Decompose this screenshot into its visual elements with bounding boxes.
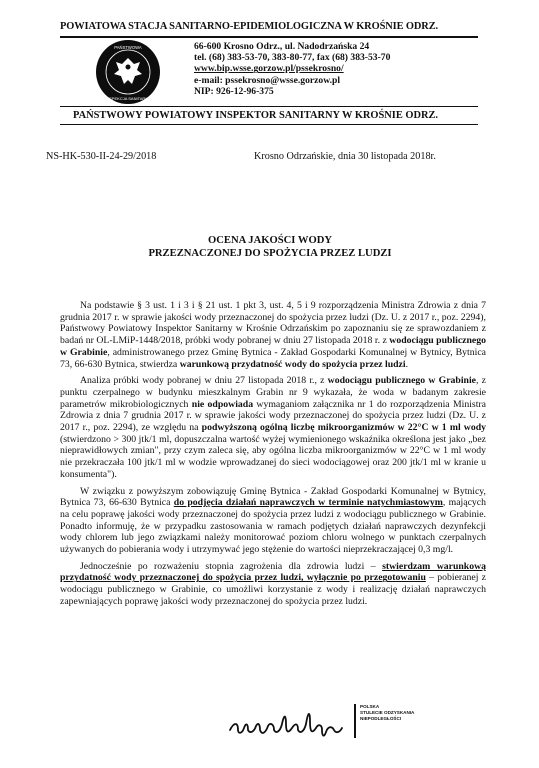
phone-fax-line: tel. (68) 383-53-70, 383-80-77, fax (68) 383-53-70 <box>194 52 391 64</box>
title-line-2: PRZEZNACZONEJ DO SPOŻYCIA PRZEZ LUDZI <box>148 248 392 259</box>
contact-block <box>194 41 454 97</box>
document-title <box>100 234 440 260</box>
inspector-name: PAŃSTWOWY POWIATOWY INSPEKTOR SANITARNY W KROŚNIE ODRZ. <box>73 110 438 121</box>
title-line-1: OCENA JAKOŚCI WODY <box>207 235 332 246</box>
paragraph-4: Jednocześnie po rozważeniu stopnia zagrożenia dla zdrowia ludzi – stwierdzam warunkową przydatność wody przeznaczonej do spożycia przez ludzi, wyłącznie po przegotowaniu – pobieranej z wodociągu publicznego w Grabinie, co umożliwi korzystanie z wody i realizację działań naprawczych zapewniających poprawę jakości wody przeznaczonej do spożycia przez ludzi. <box>60 560 487 607</box>
paragraph-2: Analiza próbki wody pobranej w dniu 27 listopada 2018 r., z wodociągu publicznego w Grabinie, z punktu czerpalnego w budynku mieszkalnym Grabin nr 9 wykazała, że woda w badanym zakresie parametrów mikrobiologicznych nie odpowiada wymaganiom załącznika nr 1 do rozporządzenia Ministra Zdrowia z dnia 7 grudnia 2017 r. w sprawie jakości wody przeznaczonej do spożycia przez ludzi (Dz. U. z 2017 r., poz. 2294), ze względu na podwyższoną ogólną liczbę mikroorganizmów w 22°C w 1 ml wody (stwierdzono > 300 jtk/1 ml, dopuszczalna wartość wyżej wymienionego wskaźnika określona jest jako „bez nieprawidłowych zmian", przy czym zaleca się, aby ogólna liczba mikroorganizmów w 22°C w 1 ml wody nie przekraczała 100 jtk/1 ml w wodzie wprowadzanej do sieci wodociągowej oraz 200 jtk/1 ml w kranie u konsumenta"). <box>60 375 487 480</box>
reference-number: NS-HK-530-II-24-29/2018 <box>46 151 157 162</box>
paragraph-1: Na podstawie § 3 ust. 1 i 3 i § 21 ust. 1 pkt 3, ust. 4, 5 i 9 rozporządzenia Ministra Zdrowia z dnia 7 grudnia 2017 r. w sprawie jakości wody przeznaczonej do spożycia przez ludzi (Dz. U. z 2017 r., poz. 2294), Państwowy Powiatowy Inspektor Sanitarny w Krośnie Odrzańskim po zapoznaniu się ze sprawozdaniem z badań nr OL-LMiP-1448/2018, próbki wody pobranej w dniu 27 listopada 2018 r. z wodociągu publicznego w Grabinie, administrowanego przez Gminę Bytnica - Zakład Gospodarki Komunalnej w Bytnicy, Bytnica 73, 66-630 Bytnica, stwierdza warunkową przydatność wody do spożycia przez ludzi. <box>60 300 487 370</box>
header-rule-top <box>60 36 478 38</box>
address-line: 66-600 Krosno Odrz., ul. Nadodrzańska 24 <box>194 41 370 52</box>
handwritten-signature <box>226 702 346 742</box>
institution-name: POWIATOWA STACJA SANITARNO-EPIDEMIOLOGICZNA W KROŚNIE ODRZ. <box>60 21 439 32</box>
independence-centenary-stamp: POLSKA STULECIE ODZYSKANIA NIEPODLEGŁOŚCI <box>354 704 440 738</box>
place-and-date: Krosno Odrzańskie, dnia 30 listopada 2018r. <box>254 151 436 162</box>
website-link[interactable]: www.bip.wsse.gorzow.pl/pssekrosno/ <box>194 63 344 75</box>
paragraph-3: W związku z powyższym zobowiązuję Gminę Bytnica - Zakład Gospodarki Komunalnej w Bytnicy, Bytnica 73, 66-630 Bytnica do podjęcia działań naprawczych w terminie natychmiastowym, mających na celu poprawę jakości wody przeznaczonej do spożycia przez ludzi z wodociągu publicznego w Grabinie. Ponadto informuję, że w przypadku zastosowania w ramach podjętych działań naprawczych dezynfekcji wody chlorem lub jego związkami należy monitorować poziom chloru wolnego w punktach czerpalnych używanych do pobierania wody i utrzymywać jego stężenie do wartości nieprzekraczającej 0,3 mg/l. <box>60 485 486 556</box>
email-line: e-mail: pssekrosno@wsse.gorzow.pl <box>194 74 340 86</box>
document-body <box>60 300 486 613</box>
nip-line: NIP: 926-12-96-375 <box>194 85 274 97</box>
header-rule-bottom <box>60 124 478 125</box>
svg-text:PAŃSTWOWA: PAŃSTWOWA <box>114 45 142 50</box>
svg-text:INSPEKCJA SANITARNA: INSPEKCJA SANITARNA <box>105 96 151 101</box>
eagle-emblem-icon <box>96 40 160 104</box>
header-rule-middle <box>60 106 478 107</box>
state-emblem-icon <box>96 40 160 104</box>
